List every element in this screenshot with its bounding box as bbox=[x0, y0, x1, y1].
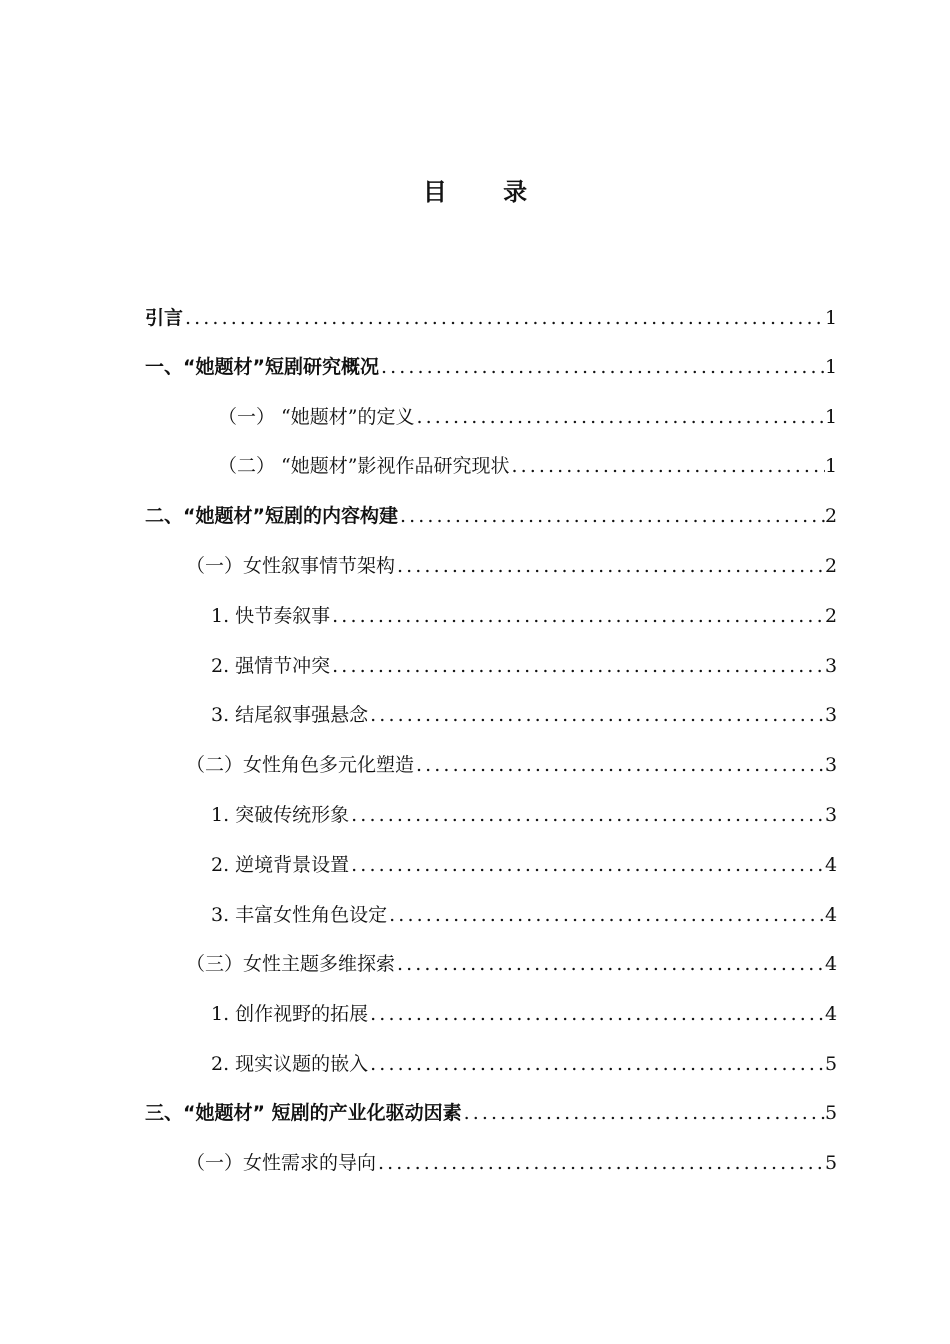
toc-leader-dots bbox=[387, 900, 825, 930]
toc-leader-dots bbox=[462, 1098, 825, 1128]
toc-page-number: 3 bbox=[825, 655, 837, 677]
toc-page-number: 5 bbox=[825, 1152, 837, 1174]
toc-leader-dots bbox=[330, 601, 825, 631]
toc-page-number: 1 bbox=[825, 406, 837, 428]
toc-entry-text: 引言 bbox=[145, 307, 184, 329]
toc-leader-dots bbox=[398, 501, 825, 531]
toc-entry-text: （一） “她题材”的定义 bbox=[218, 406, 415, 428]
toc-page-number: 4 bbox=[825, 1003, 837, 1025]
toc-page-number: 5 bbox=[825, 1053, 837, 1075]
toc-heading-char-1: 目 bbox=[422, 178, 447, 206]
toc-page-number: 4 bbox=[825, 854, 837, 876]
toc-page-number: 5 bbox=[825, 1102, 837, 1124]
toc-entry-subsection-2-3-2[interactable] bbox=[211, 1049, 837, 1079]
toc-entry-section-2-1[interactable] bbox=[186, 551, 837, 581]
toc-page-number: 1 bbox=[825, 307, 837, 329]
toc-leader-dots bbox=[349, 850, 825, 880]
toc-entry-chapter-1[interactable] bbox=[145, 352, 837, 382]
toc-page-number: 3 bbox=[825, 754, 837, 776]
toc-entry-text: 1. 突破传统形象 bbox=[211, 804, 350, 826]
toc-page-number: 2 bbox=[825, 505, 837, 527]
toc-page-number: 2 bbox=[825, 555, 837, 577]
toc-leader-dots bbox=[183, 303, 825, 333]
toc-entry-text: （二） “她题材”影视作品研究现状 bbox=[218, 455, 510, 477]
toc-entry-section-1-2[interactable] bbox=[218, 451, 837, 481]
toc-entry-section-2-3[interactable] bbox=[186, 949, 837, 979]
toc-page-number: 1 bbox=[825, 455, 837, 477]
toc-leader-dots bbox=[349, 800, 825, 830]
toc-page-number: 4 bbox=[825, 904, 837, 926]
toc-entry-text: 1. 创作视野的拓展 bbox=[211, 1003, 369, 1025]
toc-entry-text: 3. 丰富女性角色设定 bbox=[211, 904, 388, 926]
toc-entry-subsection-2-3-1[interactable] bbox=[211, 999, 837, 1029]
toc-entry-section-3-1[interactable] bbox=[186, 1148, 837, 1178]
toc-entry-subsection-2-1-3[interactable] bbox=[211, 700, 837, 730]
toc-entry-subsection-2-2-3[interactable] bbox=[211, 900, 837, 930]
toc-leader-dots bbox=[330, 651, 825, 681]
toc-leader-dots bbox=[395, 949, 825, 979]
toc-entry-text: 三、“她题材” 短剧的产业化驱动因素 bbox=[145, 1102, 462, 1124]
toc-entry-section-2-2[interactable] bbox=[186, 750, 837, 780]
toc-leader-dots bbox=[376, 1148, 825, 1178]
toc-page-number: 1 bbox=[825, 356, 837, 378]
toc-entry-subsection-2-1-2[interactable] bbox=[211, 651, 837, 681]
toc-leader-dots bbox=[414, 750, 825, 780]
toc-entry-subsection-2-2-2[interactable] bbox=[211, 850, 837, 880]
toc-entry-chapter-2[interactable] bbox=[145, 501, 837, 531]
toc-heading-char-2: 录 bbox=[503, 178, 528, 206]
toc-entry-text: 二、“她题材”短剧的内容构建 bbox=[145, 505, 398, 527]
toc-entry-text: 2. 强情节冲突 bbox=[211, 655, 331, 677]
toc-leader-dots bbox=[368, 999, 825, 1029]
toc-entry-text: （一）女性叙事情节架构 bbox=[186, 555, 396, 577]
toc-page-number: 3 bbox=[825, 704, 837, 726]
toc-page-number: 2 bbox=[825, 605, 837, 627]
toc-entry-introduction[interactable] bbox=[145, 303, 837, 333]
toc-leader-dots bbox=[368, 1049, 825, 1079]
toc-entry-section-1-1[interactable] bbox=[218, 402, 837, 432]
toc-entry-text: 一、“她题材”短剧研究概况 bbox=[145, 356, 379, 378]
toc-leader-dots bbox=[395, 551, 825, 581]
toc-entry-chapter-3[interactable] bbox=[145, 1098, 837, 1128]
toc-entry-text: 2. 现实议题的嵌入 bbox=[211, 1053, 369, 1075]
toc-entry-subsection-2-2-1[interactable] bbox=[211, 800, 837, 830]
toc-entry-text: 2. 逆境背景设置 bbox=[211, 854, 350, 876]
toc-leader-dots bbox=[509, 451, 825, 481]
toc-entry-text: 3. 结尾叙事强悬念 bbox=[211, 704, 369, 726]
toc-leader-dots bbox=[368, 700, 825, 730]
toc-entry-text: （三）女性主题多维探索 bbox=[186, 953, 396, 975]
toc-heading bbox=[0, 172, 950, 207]
toc-page-number: 3 bbox=[825, 804, 837, 826]
toc-entry-text: （二）女性角色多元化塑造 bbox=[186, 754, 415, 776]
toc-entry-text: （一）女性需求的导向 bbox=[186, 1152, 377, 1174]
toc-leader-dots bbox=[414, 402, 825, 432]
toc-page-number: 4 bbox=[825, 953, 837, 975]
toc-entry-text: 1. 快节奏叙事 bbox=[211, 605, 331, 627]
toc-leader-dots bbox=[379, 352, 825, 382]
toc-entry-subsection-2-1-1[interactable] bbox=[211, 601, 837, 631]
